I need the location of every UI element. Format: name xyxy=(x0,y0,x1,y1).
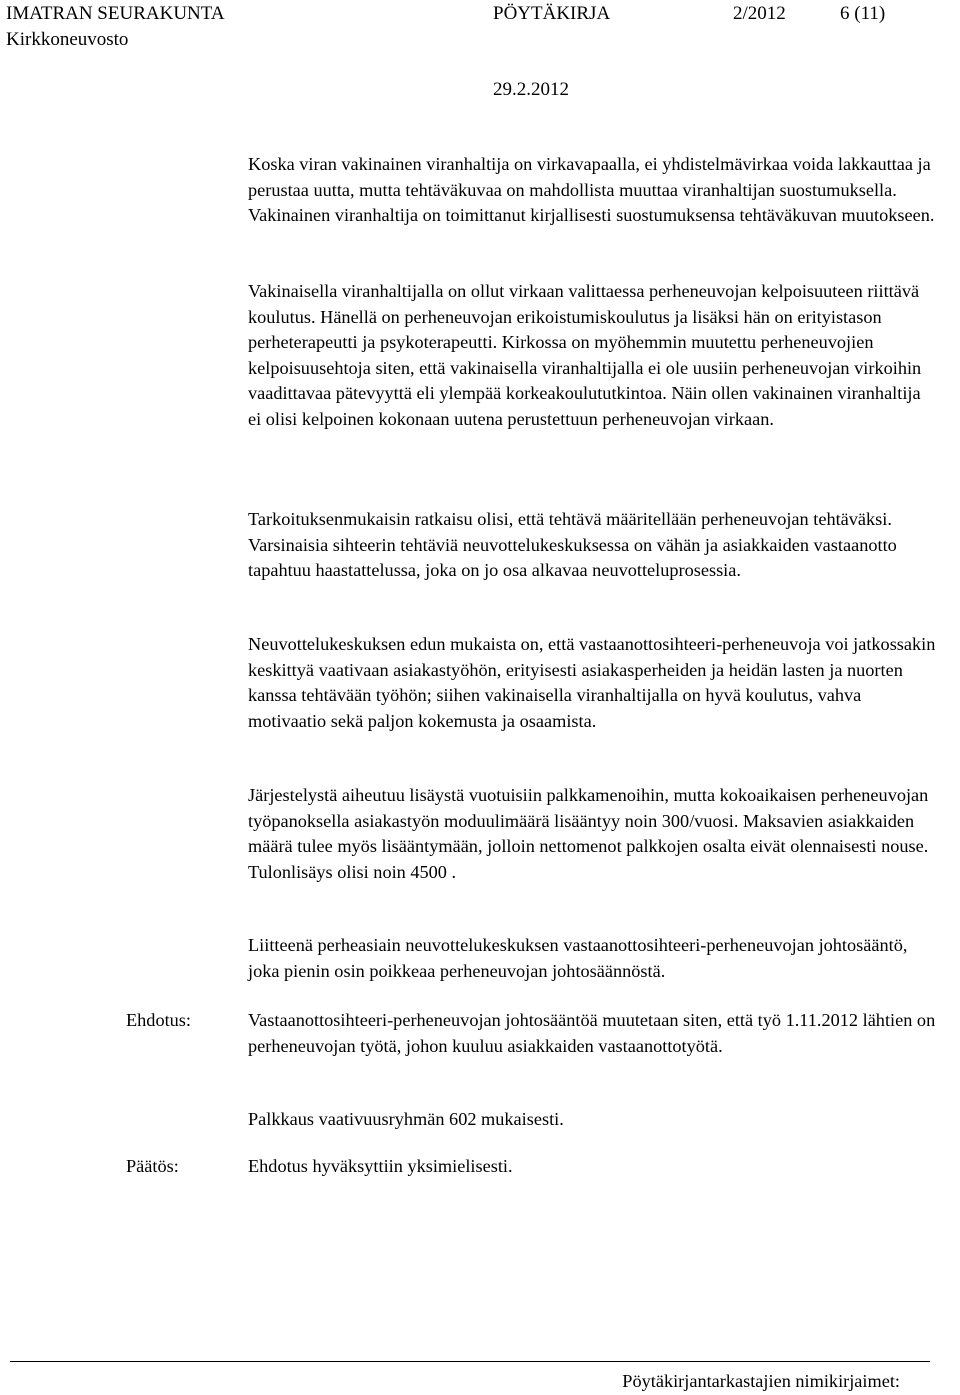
proposal-text: Vastaanottosihteeri-perheneuvojan johtosääntöä muutetaan siten, että työ 1.11.2012 lähtien on perheneuvojan työtä, johon kuuluu asiakkaiden vastaanottotyötä. xyxy=(248,1010,936,1056)
paragraph-1: Koska viran vakinainen viranhaltija on virkavapaalla, ei yhdistelmävirkaa voida lakkauttaa ja perustaa uutta, mutta tehtäväkuvaa on mahdollista muuttaa viranhaltijan suostumuksella. Vakinainen viranhaltija on toimittanut kirjallisesti suostumuksensa tehtäväkuvan muutokseen. xyxy=(248,154,935,225)
body-name: Kirkkoneuvosto xyxy=(6,29,129,50)
paragraph-5: Järjestelystä aiheutuu lisäystä vuotuisiin palkkamenoihin, mutta kokoaikaisen perheneuvojan työpanoksella asiakastyön moduulimäärä lisääntyy noin 300/vuosi. Maksavien asiakkaiden määrä tulee myös lisääntymään, jolloin nettomenot palkkojen osalta eivät olennaisesti nouse. Tulonlisäys olisi noin 4500 . xyxy=(248,785,929,882)
document-type: PÖYTÄKIRJA xyxy=(493,3,611,24)
paragraph-3: Tarkoituksenmukaisin ratkaisu olisi, että tehtävä määritellään perheneuvojan tehtäväksi. Varsinaisia sihteerin tehtäviä neuvottelukeskuksessa on vähän ja asiakkaiden vastaanotto tapahtuu haastattelussa, joka on jo osa alkavaa neuvotteluprosessia. xyxy=(248,509,897,580)
decision-text: Ehdotus hyväksyttiin yksimielisesti. xyxy=(248,1156,513,1176)
paragraph-4: Neuvottelukeskuksen edun mukaista on, että vastaanottosihteeri-perheneuvoja voi jatkossakin keskittyä vaativaan asiakastyöhön, erityisesti asiakasperheiden ja heidän lasten ja nuorten kanssa tehtävään työhön; siihen vakinaisella viranhaltijalla on hyvä koulutus, vahva motivaatio sekä paljon kokemusta ja osaamista. xyxy=(248,634,936,731)
paragraph-2: Vakinaisella viranhaltijalla on ollut virkaan valittaessa perheneuvojan kelpoisuuteen riittävä koulutus. Hänellä on perheneuvojan erikoistumiskoulutus ja lisäksi hän on erityistason perheterapeutti ja psykoterapeutti. Kirkossa on myöhemmin muutettu perheneuvojien kelpoisuusehtoja siten, että vakinaisella viranhaltijalla ei ole uusiin perheneuvojan virkoihin vaadittavaa pätevyyttä eli ylempää korkeakoulututkintoa. Näin ollen vakinainen viranhaltija ei olisi kelpoinen kokonaan uutena perustettuun perheneuvojan virkaan. xyxy=(248,281,922,429)
organization-name: IMATRAN SEURAKUNTA xyxy=(6,3,225,24)
page-number: 6 (11) xyxy=(840,3,886,24)
document-number: 2/2012 xyxy=(733,3,786,24)
paragraph-6: Liitteenä perheasiain neuvottelukeskuksen vastaanottosihteeri-perheneuvojan johtosääntö, joka pienin osin poikkeaa perheneuvojan johtosäännöstä. xyxy=(248,935,908,981)
signatures-label: Pöytäkirjantarkastajien nimikirjaimet: xyxy=(622,1371,900,1391)
footer-divider xyxy=(10,1361,930,1362)
proposal-label: Ehdotus: xyxy=(126,1010,192,1030)
meeting-date: 29.2.2012 xyxy=(493,79,569,100)
salary-text: Palkkaus vaativuusryhmän 602 mukaisesti. xyxy=(248,1109,564,1129)
decision-label: Päätös: xyxy=(126,1156,179,1176)
